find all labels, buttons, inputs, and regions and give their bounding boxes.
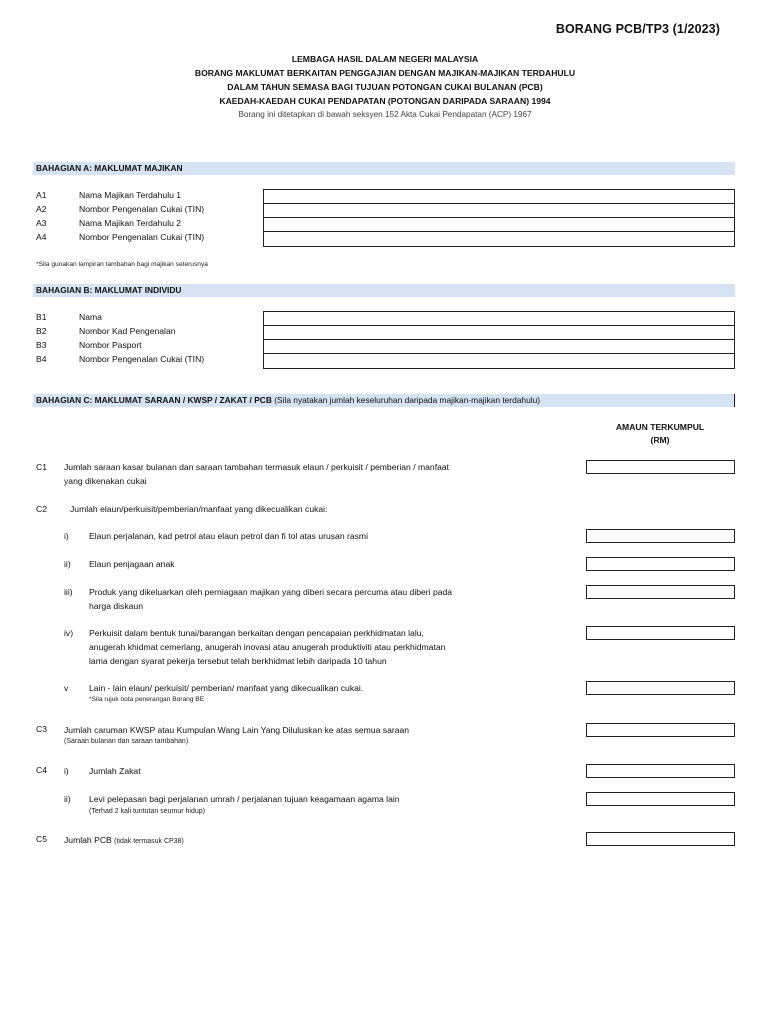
b3-code: B3: [36, 340, 47, 350]
b3-field[interactable]: [264, 340, 734, 354]
a2-label: Nombor Pengenalan Cukai (TIN): [79, 204, 205, 214]
c2ii-amount-field[interactable]: [586, 557, 735, 571]
c2ii-label: Elaun penjagaan anak: [89, 559, 175, 569]
a4-code: A4: [36, 232, 47, 242]
b2-label: Nombor Kad Pengenalan: [79, 326, 176, 336]
a2-code: A2: [36, 204, 47, 214]
c5-amount-field[interactable]: [586, 832, 735, 846]
section-a-title: BAHAGIAN A: MAKLUMAT MAJIKAN: [33, 162, 735, 175]
c1-label-line2: yang dikenakan cukai: [64, 476, 147, 486]
c2-label: Jumlah elaun/perkuisit/pemberian/manfaat yang dikecualikan cukai:: [70, 504, 328, 514]
section-a-fields: [263, 189, 735, 247]
a4-label: Nombor Pengenalan Cukai (TIN): [79, 232, 205, 242]
c2iv-number: iv): [64, 628, 74, 638]
c2-code: C2: [36, 504, 47, 514]
c2iv-label-line3: lama dengan syarat pekerja tersebut telah berkhidmat lebih daripada 10 tahun: [89, 656, 387, 666]
c2v-label: Lain - lain elaun/ perkuisit/ pemberian/ manfaat yang dikecualikan cukai.: [89, 683, 364, 693]
c2iii-amount-field[interactable]: [586, 585, 735, 599]
c4ii-number: ii): [64, 794, 71, 804]
section-b-title: BAHAGIAN B: MAKLUMAT INDIVIDU: [33, 284, 735, 297]
header-title: BORANG MAKLUMAT BERKAITAN PENGGAJIAN DENGAN MAJIKAN-MAJIKAN TERDAHULU: [194, 68, 576, 78]
c2iii-label-line2: harga diskaun: [89, 601, 143, 611]
c1-label-line1: Jumlah saraan kasar bulanan dan saraan tambahan termasuk elaun / perkuisit / pemberian / manfaat: [64, 462, 450, 472]
b4-code: B4: [36, 354, 47, 364]
c5-label-group: [64, 833, 184, 849]
c3-amount-field[interactable]: [586, 723, 735, 737]
c2i-label: Elaun perjalanan, kad petrol atau elaun petrol dan fi tol atas urusan rasmi: [89, 531, 368, 541]
c5-label: Jumlah PCB: [64, 835, 112, 845]
b1-code: B1: [36, 312, 47, 322]
c2iv-amount-field[interactable]: [586, 626, 735, 640]
c5-code: C5: [36, 834, 47, 844]
a4-field[interactable]: [264, 232, 734, 246]
c1-code: C1: [36, 462, 47, 472]
c3-note: (Saraan bulanan dan saraan tambahan): [64, 738, 189, 745]
c2i-amount-field[interactable]: [586, 529, 735, 543]
b1-label: Nama: [79, 312, 102, 322]
c4i-amount-field[interactable]: [586, 764, 735, 778]
header-rules: KAEDAH-KAEDAH CUKAI PENDAPATAN (POTONGAN DARIPADA SARAAN) 1994: [219, 96, 551, 106]
c3-label: Jumlah caruman KWSP atau Kumpulan Wang Lain Yang Diluluskan ke atas semua saraan: [64, 725, 410, 735]
header-subtitle: Borang ini ditetapkan di bawah seksyen 152 Akta Cukai Pendapatan (ACP) 1967: [238, 110, 532, 119]
b4-label: Nombor Pengenalan Cukai (TIN): [79, 354, 205, 364]
b2-code: B2: [36, 326, 47, 336]
section-c-title-note: (Sila nyatakan jumlah keseluruhan daripada majikan-majikan terdahulu): [274, 395, 541, 405]
c2iii-label-line1: Produk yang dikeluarkan oleh perniagaan majikan yang diberi secara percuma atau diberi pada: [89, 587, 453, 597]
c1-amount-field[interactable]: [586, 460, 735, 474]
c4ii-amount-field[interactable]: [586, 792, 735, 806]
a1-label: Nama Majikan Terdahulu 1: [79, 190, 182, 200]
c2iv-label-line2: anugerah khidmat cemerlang, anugerah inovasi atau anugerah produktiviti atau perkhidmatan: [89, 642, 446, 652]
c4-code: C4: [36, 765, 47, 775]
section-c-title-band: [33, 394, 735, 407]
a2-field[interactable]: [264, 204, 734, 218]
b4-field[interactable]: [264, 354, 734, 368]
header-purpose: DALAM TAHUN SEMASA BAGI TUJUAN POTONGAN CUKAI BULANAN (PCB): [227, 82, 543, 92]
c2iii-number: iii): [64, 587, 73, 597]
section-a-note: *Sila gunakan lampiran tambahan bagi majikan seterusnya: [36, 261, 208, 268]
a3-field[interactable]: [264, 218, 734, 232]
c2i-number: i): [64, 531, 69, 541]
c4ii-note: (Terhad 2 kali tuntutan seumur hidup): [89, 808, 205, 815]
amount-header-label: AMAUN TERKUMPUL: [615, 422, 705, 432]
amount-header-unit: (RM): [650, 435, 670, 445]
header-agency: LEMBAGA HASIL DALAM NEGERI MALAYSIA: [291, 54, 479, 64]
c2iv-label-line1: Perkuisit dalam bentuk tunai/barangan berkaitan dengan pencapaian perkhidmatan lalu,: [89, 628, 424, 638]
b3-label: Nombor Pasport: [79, 340, 142, 350]
a3-code: A3: [36, 218, 47, 228]
c2v-note: *Sila rujuk nota penerangan Borang BE: [89, 696, 205, 703]
section-b-fields: [263, 311, 735, 369]
a1-code: A1: [36, 190, 47, 200]
a3-label: Nama Majikan Terdahulu 2: [79, 218, 182, 228]
c2v-amount-field[interactable]: [586, 681, 735, 695]
section-c-title: BAHAGIAN C: MAKLUMAT SARAAN / KWSP / ZAKAT / PCB: [36, 395, 272, 405]
c4i-label: Jumlah Zakat: [89, 766, 141, 776]
b1-field[interactable]: [264, 312, 734, 326]
c2ii-number: ii): [64, 559, 71, 569]
c4i-number: i): [64, 766, 69, 776]
c5-note: (tidak termasuk CP38): [114, 838, 184, 845]
a1-field[interactable]: [264, 190, 734, 204]
c4ii-label: Levi pelepasan bagi perjalanan umrah / perjalanan tujuan keagamaan agama lain: [89, 794, 400, 804]
form-code: BORANG PCB/TP3 (1/2023): [555, 22, 720, 36]
b2-field[interactable]: [264, 326, 734, 340]
band-edge: [734, 394, 735, 407]
c3-code: C3: [36, 724, 47, 734]
c2v-number: v: [64, 683, 69, 693]
